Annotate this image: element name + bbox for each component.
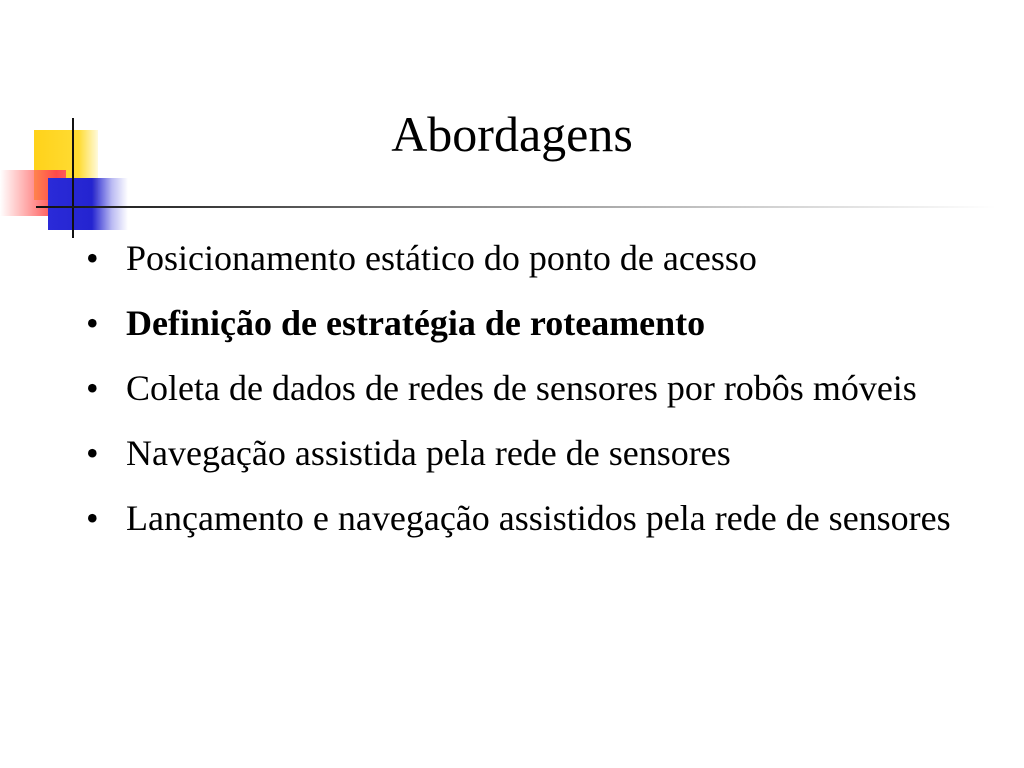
bullet-icon: • bbox=[86, 368, 99, 408]
bullet-item bbox=[86, 362, 966, 414]
bullet-item bbox=[86, 232, 966, 284]
bullet-item bbox=[86, 427, 966, 479]
decorative-blue-square bbox=[48, 178, 128, 230]
bullet-text: Coleta de dados de redes de sensores por robôs móveis bbox=[126, 368, 917, 408]
slide-title: Abordagens bbox=[391, 106, 633, 162]
bullet-icon: • bbox=[86, 498, 99, 538]
bullet-icon: • bbox=[86, 303, 99, 343]
bullet-text: Posicionamento estático do ponto de acesso bbox=[126, 238, 757, 278]
bullet-text: Navegação assistida pela rede de sensores bbox=[126, 433, 731, 473]
title-divider-line bbox=[36, 206, 996, 208]
bullet-item bbox=[86, 492, 966, 544]
bullet-list bbox=[86, 232, 966, 557]
bullet-text: Lançamento e navegação assistidos pela rede de sensores bbox=[126, 498, 951, 538]
bullet-text: Definição de estratégia de roteamento bbox=[126, 303, 706, 343]
bullet-item bbox=[86, 297, 966, 349]
bullet-icon: • bbox=[86, 433, 99, 473]
bullet-icon: • bbox=[86, 238, 99, 278]
